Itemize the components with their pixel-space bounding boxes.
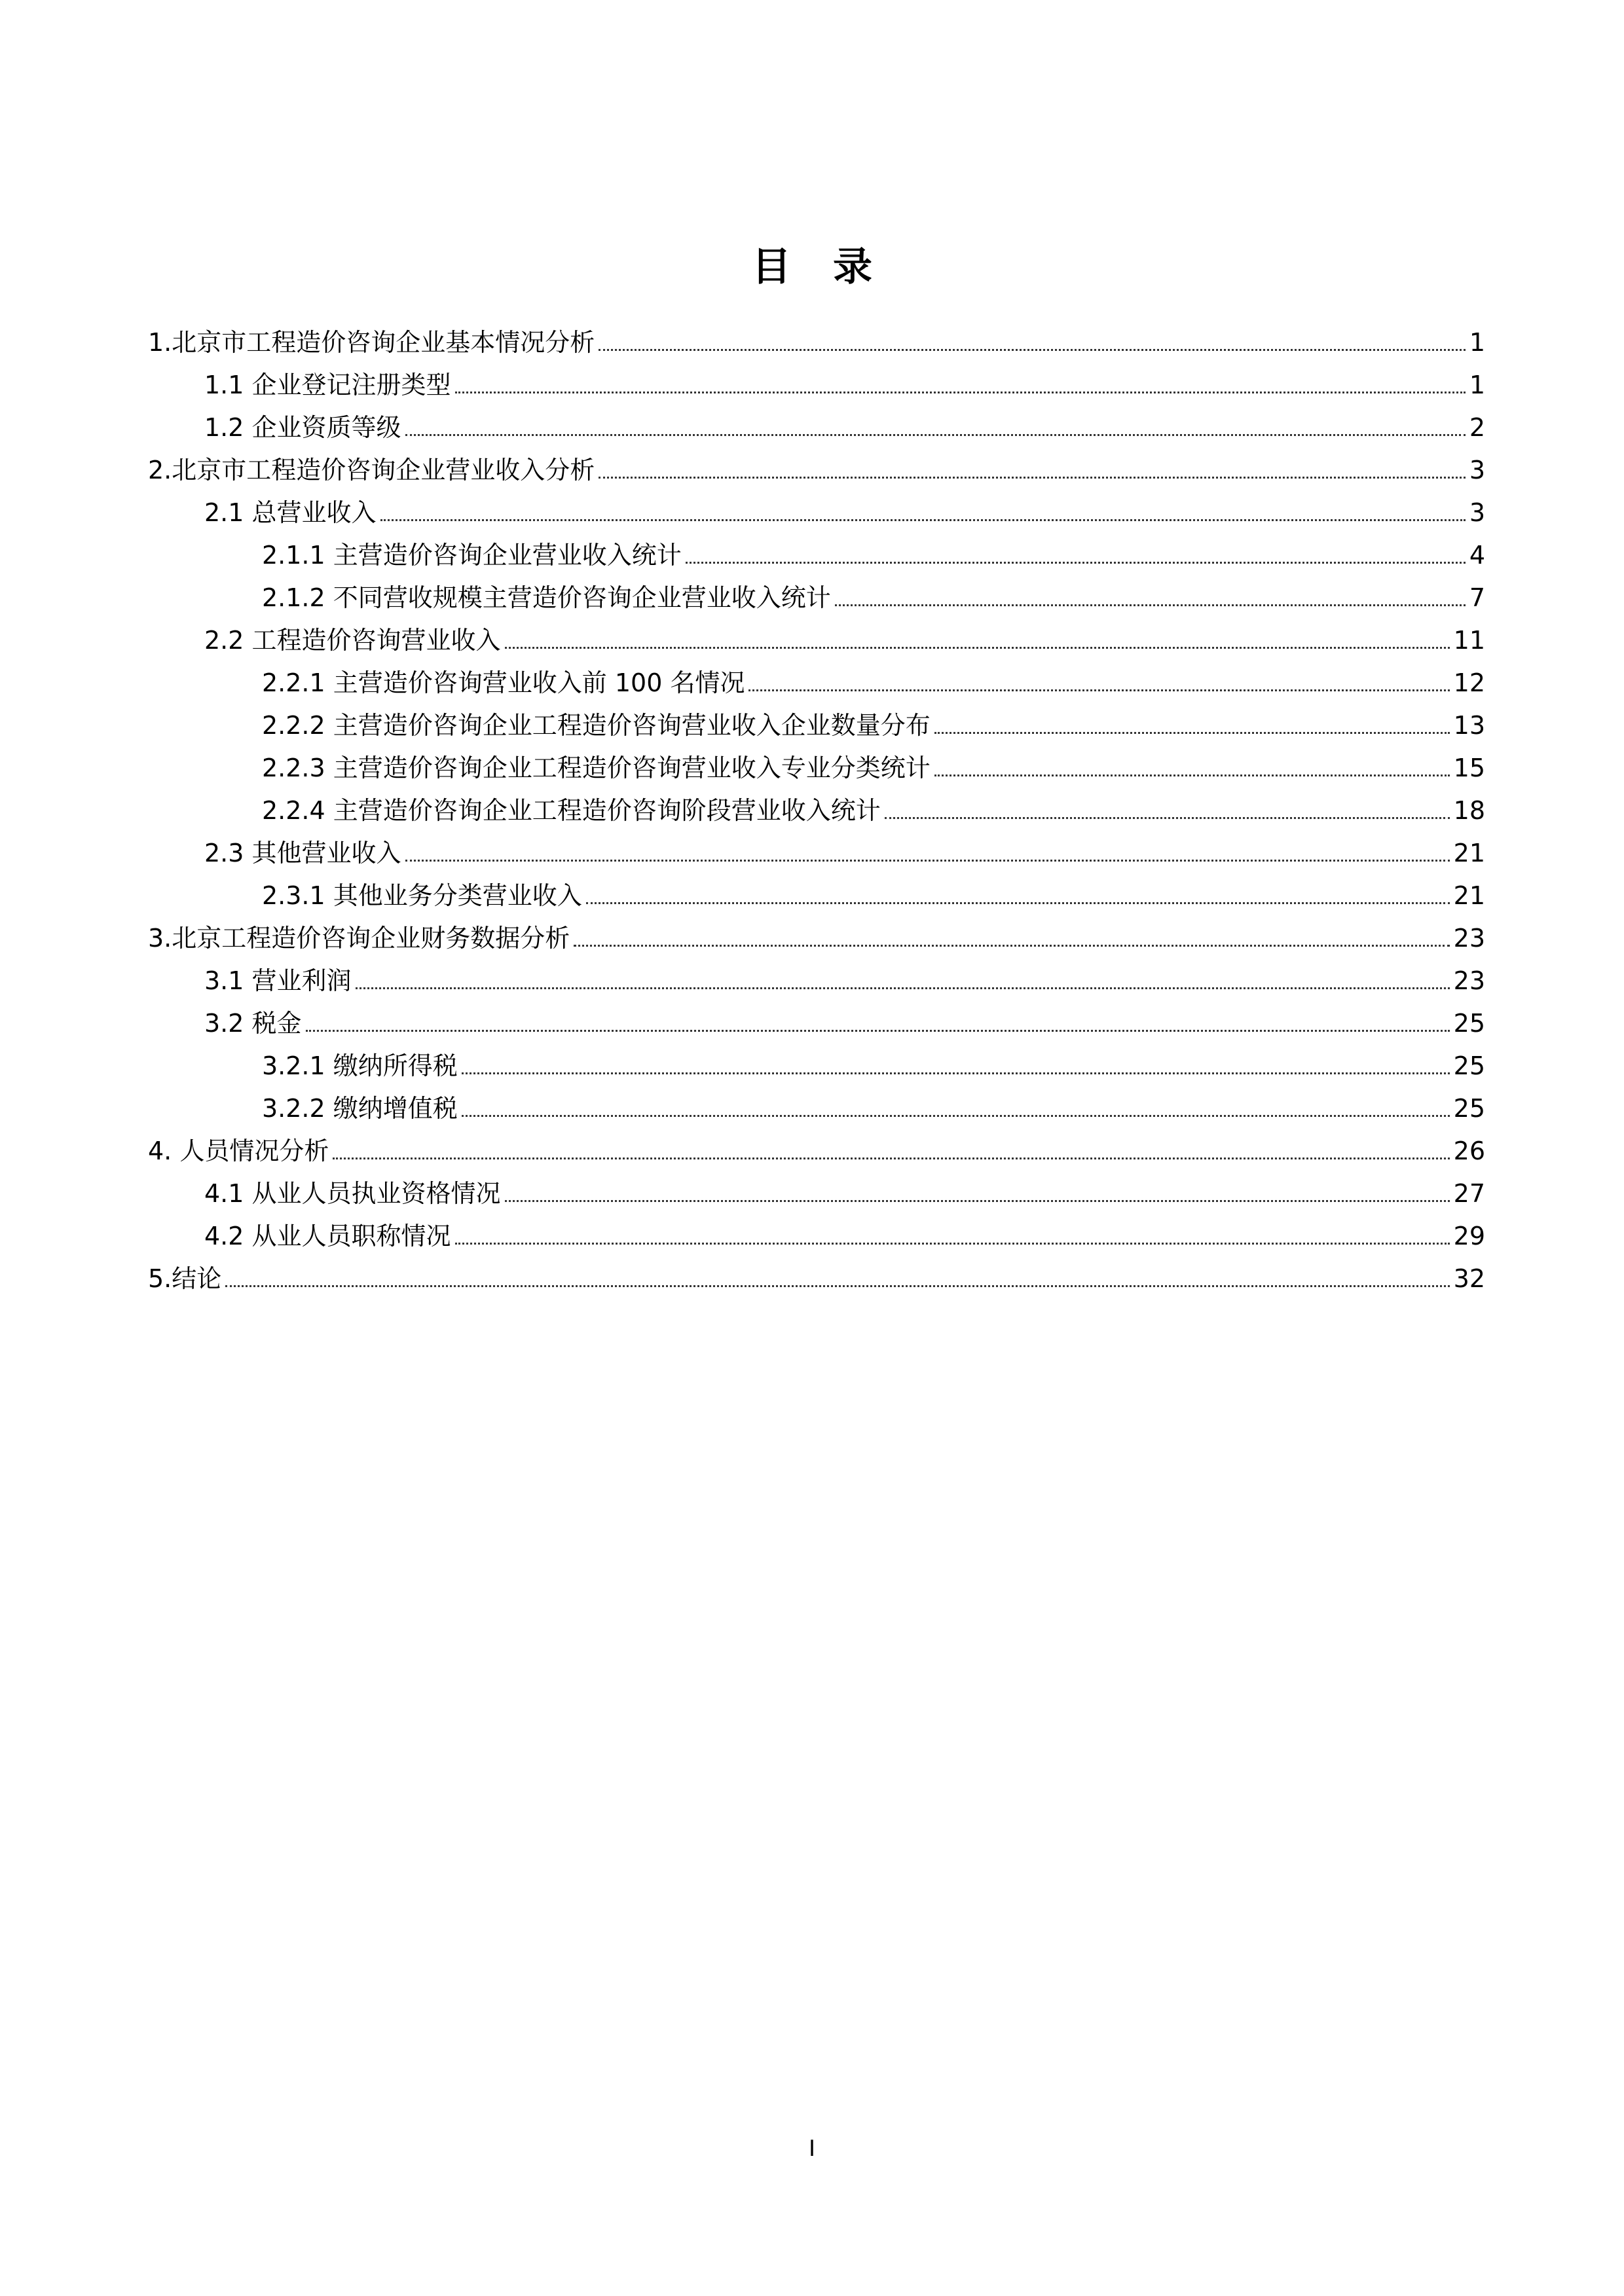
toc-entry-label: 4. 人员情况分析: [148, 1137, 329, 1165]
toc-dot-leader: [686, 562, 1466, 564]
toc-entry[interactable]: [148, 1124, 1485, 1167]
toc-entry[interactable]: [204, 826, 1485, 869]
toc-entry-page-number: 25: [1453, 1051, 1485, 1080]
toc-entry[interactable]: [262, 1082, 1485, 1124]
toc-dot-leader: [380, 519, 1466, 521]
toc-title-right: 录: [833, 244, 872, 290]
toc-entry-page-number: 3: [1469, 498, 1485, 527]
toc-dot-leader: [225, 1285, 1449, 1287]
toc-entry-label: 2.3.1 其他业务分类营业收入: [262, 881, 582, 910]
toc-entry-page-number: 12: [1453, 668, 1485, 697]
toc-dot-leader: [599, 349, 1466, 351]
toc-entry-page-number: 1: [1469, 371, 1485, 399]
toc-entry-page-number: 21: [1453, 881, 1485, 910]
toc-entry-page-number: 29: [1453, 1222, 1485, 1250]
toc-dot-leader: [835, 604, 1466, 606]
toc-entry-label: 2.1 总营业收入: [204, 498, 377, 527]
toc-dot-leader: [455, 1243, 1450, 1245]
toc-entry[interactable]: [148, 443, 1485, 486]
toc-entry-label: 3.2 税金: [204, 1009, 302, 1038]
toc-entry-label: 4.1 从业人员执业资格情况: [204, 1179, 501, 1208]
toc-entry-label: 3.2.1 缴纳所得税: [262, 1051, 458, 1080]
toc-entry[interactable]: [204, 486, 1485, 528]
toc-entry[interactable]: [148, 316, 1485, 358]
toc-dot-leader: [505, 1200, 1450, 1202]
toc-dot-leader: [405, 434, 1466, 436]
toc-dot-leader: [455, 392, 1466, 393]
toc-title: [0, 241, 1624, 293]
toc-entry[interactable]: [204, 1167, 1485, 1209]
toc-entry-page-number: 1: [1469, 328, 1485, 357]
toc-entry-page-number: 7: [1469, 583, 1485, 612]
toc-entry-page-number: 21: [1453, 839, 1485, 867]
toc-entry-page-number: 18: [1453, 796, 1485, 825]
toc-dot-leader: [505, 647, 1450, 649]
toc-dot-leader: [462, 1115, 1450, 1117]
toc-entry[interactable]: [204, 358, 1485, 401]
toc-dot-leader: [356, 987, 1450, 989]
toc-entry-label: 1.2 企业资质等级: [204, 413, 401, 442]
toc-dot-leader: [748, 689, 1449, 691]
toc-entry[interactable]: [262, 1039, 1485, 1082]
toc-entry-page-number: 25: [1453, 1094, 1485, 1123]
toc-entry-page-number: 15: [1453, 754, 1485, 782]
toc-dot-leader: [599, 477, 1466, 479]
toc-entry[interactable]: [262, 656, 1485, 699]
toc-entry[interactable]: [148, 911, 1485, 954]
toc-dot-leader: [405, 860, 1450, 862]
toc-dot-leader: [934, 732, 1450, 734]
toc-entry-page-number: 3: [1469, 456, 1485, 484]
toc-entry-label: 2.1.1 主营造价咨询企业营业收入统计: [262, 541, 682, 570]
toc-entry-label: 3.1 营业利润: [204, 966, 352, 995]
toc-entry-label: 2.2.2 主营造价咨询企业工程造价咨询营业收入企业数量分布: [262, 711, 931, 740]
toc-entry[interactable]: [262, 699, 1485, 741]
toc-entry[interactable]: [204, 954, 1485, 996]
toc-entry[interactable]: [262, 784, 1485, 826]
toc-entry[interactable]: [204, 613, 1485, 656]
toc-entry-page-number: 13: [1453, 711, 1485, 740]
toc-entry[interactable]: [262, 571, 1485, 613]
toc-entry-page-number: 27: [1453, 1179, 1485, 1208]
toc-entry-label: 2.北京市工程造价咨询企业营业收入分析: [148, 456, 595, 484]
toc-entry-label: 5.结论: [148, 1264, 222, 1293]
toc-entry-label: 1.1 企业登记注册类型: [204, 371, 451, 399]
toc-dot-leader: [934, 774, 1450, 776]
toc-entry[interactable]: [204, 996, 1485, 1039]
toc-entry-label: 3.2.2 缴纳增值税: [262, 1094, 458, 1123]
toc-entry[interactable]: [204, 1209, 1485, 1252]
toc-title-left: 目: [752, 244, 791, 290]
toc-entry-page-number: 26: [1453, 1137, 1485, 1165]
toc-entry-page-number: 2: [1469, 413, 1485, 442]
toc-entry-page-number: 23: [1453, 924, 1485, 953]
toc-dot-leader: [574, 945, 1449, 947]
page-number-footer: I: [808, 2136, 816, 2162]
toc-entry-label: 2.3 其他营业收入: [204, 839, 401, 867]
toc-dot-leader: [586, 902, 1450, 904]
toc-entry-page-number: 11: [1453, 626, 1485, 655]
toc-entry-label: 2.2.3 主营造价咨询企业工程造价咨询营业收入专业分类统计: [262, 754, 931, 782]
toc-entry-label: 4.2 从业人员职称情况: [204, 1222, 451, 1250]
toc-entry[interactable]: [262, 869, 1485, 911]
toc-dot-leader: [462, 1072, 1450, 1074]
toc-entry-label: 2.1.2 不同营收规模主营造价咨询企业营业收入统计: [262, 583, 831, 612]
toc-entry-page-number: 32: [1453, 1264, 1485, 1293]
toc-dot-leader: [306, 1030, 1450, 1032]
toc-entry-label: 3.北京工程造价咨询企业财务数据分析: [148, 924, 570, 953]
toc-entry-page-number: 23: [1453, 966, 1485, 995]
toc-dot-leader: [333, 1157, 1449, 1159]
toc-entry[interactable]: [204, 401, 1485, 443]
toc-entry-label: 2.2 工程造价咨询营业收入: [204, 626, 501, 655]
toc-entry-label: 2.2.1 主营造价咨询营业收入前 100 名情况: [262, 668, 745, 697]
toc-entry[interactable]: [262, 741, 1485, 784]
toc-entry-page-number: 25: [1453, 1009, 1485, 1038]
toc-entry-label: 1.北京市工程造价咨询企业基本情况分析: [148, 328, 595, 357]
toc-entry-page-number: 4: [1469, 541, 1485, 570]
toc-entry[interactable]: [262, 528, 1485, 571]
toc-dot-leader: [885, 817, 1450, 819]
toc-entry[interactable]: [148, 1252, 1485, 1294]
toc-entry-label: 2.2.4 主营造价咨询企业工程造价咨询阶段营业收入统计: [262, 796, 881, 825]
